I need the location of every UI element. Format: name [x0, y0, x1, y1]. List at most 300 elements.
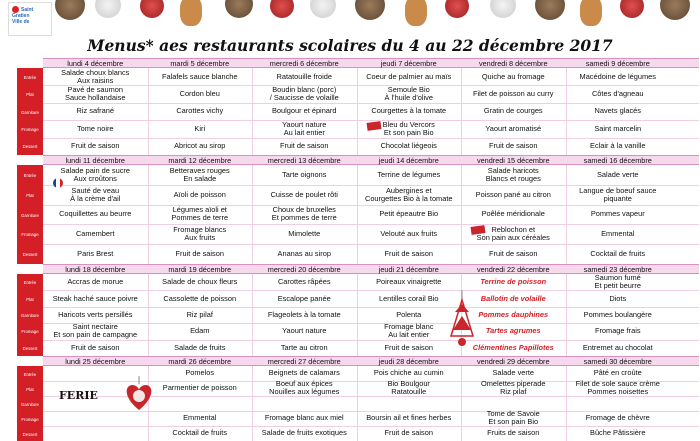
- menu-item-line: Et pommes de terre: [271, 213, 337, 223]
- menu-item: [252, 121, 357, 137]
- menu-item-line: Cassolette de poisson: [163, 293, 237, 303]
- menu-item-line: Bleu du Vercors: [382, 119, 435, 129]
- menu-item: [43, 295, 148, 303]
- menu-item-line: Filet de sole sauce crème: [575, 379, 660, 389]
- menu-item-line: Yaourt aromatisé: [485, 123, 542, 133]
- menu-item-line: Aux raisins: [77, 75, 114, 85]
- week-block: [17, 58, 699, 155]
- menu-item: [148, 369, 253, 377]
- menu-item-line: Salade verte: [492, 368, 534, 378]
- row-label: Fromage: [21, 126, 39, 132]
- menu-item-line: Fruit de saison: [489, 249, 538, 259]
- menu-item: [252, 429, 357, 437]
- day-header: lundi 25 décembre: [65, 357, 126, 366]
- menu-item: [566, 311, 671, 319]
- menu-item: [43, 210, 148, 218]
- menu-item: [566, 90, 671, 98]
- city-logo: [8, 2, 52, 36]
- menu-item: [461, 250, 566, 258]
- row-divider: [43, 426, 699, 427]
- menu-item: [148, 414, 253, 422]
- menu-item-line: / Saucisse de volaille: [269, 93, 339, 103]
- menu-item: [566, 295, 671, 303]
- menu-item-line: Langue de boeuf sauce: [579, 185, 657, 195]
- menu-item-line: Fruit de saison: [489, 141, 538, 151]
- menu-item-line: Beignets de calamars: [268, 368, 340, 378]
- menu-item: [357, 295, 462, 303]
- menu-item-line: Terrine de poisson: [480, 277, 547, 287]
- menu-item: [461, 191, 566, 199]
- menu-item: [357, 73, 462, 81]
- menu-item: [461, 311, 566, 319]
- day-header-row: [43, 356, 699, 366]
- menu-item: [566, 125, 671, 133]
- menu-item-line: Navets glacés: [594, 106, 641, 116]
- menu-item: [252, 250, 357, 258]
- menu-item-line: Cuisse de poulet rôti: [270, 189, 338, 199]
- menu-item-line: Omelettes piperade: [481, 379, 546, 389]
- menu-item-line: Cordon bleu: [179, 89, 220, 99]
- menu-item: [461, 210, 566, 218]
- menu-item: [43, 107, 148, 115]
- day-header: vendredi 8 décembre: [478, 59, 548, 68]
- menu-item: [252, 380, 357, 396]
- menu-item: [357, 369, 462, 377]
- row-label: Garniture: [21, 212, 39, 218]
- menu-item: [461, 410, 566, 426]
- day-header: vendredi 22 décembre: [476, 265, 550, 274]
- pinecone-icon: [225, 0, 253, 18]
- menu-item: [566, 171, 671, 179]
- menu-item-line: Paris Brest: [77, 249, 114, 259]
- menu-item: [461, 380, 566, 396]
- menu-item: [461, 107, 566, 115]
- day-header: jeudi 7 décembre: [380, 59, 437, 68]
- menu-item-line: Et son pain Bio: [383, 127, 434, 137]
- menu-item: [43, 344, 148, 352]
- gingerbread-icon: [580, 0, 602, 26]
- menu-item-line: Betteraves rouges: [169, 165, 230, 175]
- menu-item-line: Entremet au chocolat: [582, 342, 653, 352]
- row-label: Dessert: [22, 252, 38, 258]
- menu-item-line: Ballotin de volaille: [480, 293, 546, 303]
- menu-item: [252, 278, 357, 286]
- menu-item-line: Falafels sauce blanche: [161, 71, 238, 81]
- day-header: jeudi 28 décembre: [378, 357, 439, 366]
- day-header: vendredi 29 décembre: [476, 357, 550, 366]
- day-header: jeudi 14 décembre: [378, 156, 439, 165]
- menu-item: [461, 90, 566, 98]
- menu-item: [566, 380, 671, 396]
- day-header: lundi 11 décembre: [65, 156, 125, 165]
- row-label: Entrée: [23, 280, 37, 286]
- menu-item-line: Coquillettes au beurre: [59, 209, 132, 219]
- menu-item: [252, 295, 357, 303]
- day-header: vendredi 15 décembre: [476, 156, 550, 165]
- menu-item-line: Son pain aux céréales: [476, 233, 550, 243]
- menu-item: [252, 142, 357, 150]
- menu-item-line: Riz safrané: [76, 106, 114, 116]
- decorative-banner: [0, 0, 700, 36]
- menu-item: [43, 125, 148, 133]
- day-header: samedi 9 décembre: [585, 59, 650, 68]
- menu-item: [566, 73, 671, 81]
- menu-item: [252, 171, 357, 179]
- menu-item-line: Saint nectaire: [72, 322, 118, 332]
- row-label: Garniture: [21, 401, 39, 407]
- row-label: Dessert: [22, 431, 38, 437]
- menu-item-line: Fromage blanc: [384, 322, 434, 332]
- menu-item: [148, 191, 253, 199]
- row-label: Plat: [26, 386, 34, 392]
- menu-item-line: Ratatouille: [391, 387, 427, 397]
- menu-item: [566, 327, 671, 335]
- menu-item-line: Aux fruits: [184, 233, 216, 243]
- menu-item-line: Semoule Bio: [387, 85, 430, 94]
- day-header: mardi 19 décembre: [168, 265, 232, 274]
- menu-item: [252, 230, 357, 238]
- row-label-strip: [17, 274, 43, 356]
- snowball-icon: [490, 0, 516, 18]
- row-label: Garniture: [21, 109, 39, 115]
- menu-item-line: Poisson pané au citron: [475, 189, 551, 199]
- pinecone-icon: [660, 0, 690, 20]
- red-bauble-icon: [140, 0, 164, 18]
- menu-item-line: Accras de morue: [67, 277, 124, 287]
- menu-item-line: Choux de bruxelles: [272, 205, 336, 215]
- row-divider: [43, 103, 699, 104]
- menu-item: [148, 327, 253, 335]
- heart-ornament-icon: [120, 376, 158, 414]
- logo-text: Gratien: [12, 13, 30, 19]
- menu-item-line: Salade choux blancs: [61, 67, 130, 77]
- menu-item-line: Et son pain de campagne: [53, 330, 138, 340]
- menu-item-line: Tarte oignons: [282, 169, 327, 179]
- menu-item: [461, 142, 566, 150]
- menu-item: [148, 142, 253, 150]
- day-header: mercredi 20 décembre: [267, 265, 341, 274]
- week-block: [17, 155, 699, 264]
- menu-item-line: Au lait entier: [283, 127, 325, 137]
- menu-item: [461, 167, 566, 183]
- menu-item-line: Mimolette: [288, 229, 321, 239]
- logo-text: Saint: [21, 6, 34, 13]
- menu-item: [461, 125, 566, 133]
- row-label-strip: [17, 366, 43, 441]
- menu-item-line: Diots: [609, 293, 627, 303]
- menu-item: [43, 187, 148, 203]
- menu-item-line: Salade verte: [597, 169, 639, 179]
- red-bauble-icon: [270, 0, 294, 18]
- day-header: samedi 16 décembre: [583, 156, 652, 165]
- logo-text: Ville de: [12, 19, 30, 25]
- row-label-strip: [17, 68, 43, 155]
- menu-item: [357, 142, 462, 150]
- row-label: Fromage: [21, 232, 39, 238]
- menu-item-line: Yaourt nature: [282, 326, 327, 336]
- menu-item: [252, 73, 357, 81]
- menu-item: [357, 250, 462, 258]
- day-header: jeudi 21 décembre: [378, 265, 439, 274]
- menu-item: [148, 90, 253, 98]
- menu-item-line: Et son pain Bio: [488, 417, 539, 427]
- menu-item-line: Pommes de terre: [171, 213, 229, 223]
- menu-item: [43, 230, 148, 238]
- menu-item: [252, 206, 357, 222]
- menu-item-line: Reblochon et: [491, 225, 536, 235]
- france-flag-icon: [53, 178, 63, 188]
- menu-item-line: piquante: [603, 193, 632, 203]
- menu-item-line: Emmental: [183, 413, 217, 423]
- row-divider: [43, 340, 699, 341]
- menu-item-line: Poireaux vinaigrette: [376, 277, 442, 287]
- menu-item-line: Fruit de saison: [175, 249, 224, 259]
- menu-item-line: Boeuf aux épices: [275, 379, 333, 389]
- menu-item: [357, 230, 462, 238]
- menu-item: [148, 311, 253, 319]
- menu-item-line: Quiche au fromage: [481, 71, 545, 81]
- row-label: Entrée: [23, 172, 37, 178]
- menu-item-line: Riz pilaf: [500, 387, 527, 397]
- menu-item-line: Ratatouille froide: [276, 71, 332, 81]
- menu-item-line: Carottes râpées: [277, 277, 331, 287]
- menu-item-line: Gratin de courges: [483, 106, 543, 116]
- day-header-row: [43, 58, 699, 68]
- menu-item-line: Yaourt nature: [282, 119, 327, 129]
- menu-item-line: Pavé de saumon: [67, 85, 123, 94]
- menu-item: [357, 380, 462, 396]
- menu-item-line: Tarte au citron: [280, 342, 328, 352]
- menu-item-line: Haricots verts persillés: [58, 309, 133, 319]
- pinecone-icon: [55, 0, 85, 20]
- menu-item-line: Tome noire: [76, 123, 114, 133]
- menu-item-line: Salade de choux fleurs: [162, 277, 238, 287]
- menu-item-line: Carottes vichy: [176, 106, 224, 116]
- menu-item-line: Boursin ail et fines herbes: [366, 413, 452, 423]
- row-divider: [43, 205, 699, 206]
- red-bauble-icon: [445, 0, 469, 18]
- menu-item: [252, 327, 357, 335]
- menu-item: [252, 344, 357, 352]
- menu-item: [461, 73, 566, 81]
- menu-item-line: À l'huile d'olive: [384, 93, 433, 103]
- menu-item-line: Tome de Savoie: [486, 409, 540, 419]
- day-header: lundi 18 décembre: [65, 265, 126, 274]
- menu-item-line: Tartes agrumes: [485, 326, 541, 336]
- menu-item-line: Fruits de saison: [487, 428, 540, 438]
- menu-item-line: Pommes boulangère: [583, 309, 652, 319]
- menu-item-line: Macédoine de légumes: [579, 71, 656, 81]
- menu-item: [566, 187, 671, 203]
- menu-item: [148, 107, 253, 115]
- menu-item-line: Riz pilaf: [186, 309, 213, 319]
- menu-item: [148, 125, 253, 133]
- menu-item-line: Cocktail de fruits: [172, 428, 228, 438]
- menu-item: [357, 187, 462, 203]
- week-block: [17, 356, 699, 441]
- menu-item: [566, 250, 671, 258]
- row-label: Plat: [26, 296, 34, 302]
- menu-item-line: Clémentines Papillotes: [472, 342, 554, 352]
- menu-item: [252, 107, 357, 115]
- menu-item-line: Aubergines et: [385, 185, 432, 195]
- menu-item-line: Polenta: [396, 309, 422, 319]
- menu-item: [43, 250, 148, 258]
- menu-item: [566, 429, 671, 437]
- menu-item: [566, 142, 671, 150]
- menu-item: [461, 369, 566, 377]
- day-header: lundi 4 décembre: [67, 59, 124, 68]
- menu-item-line: Boudin blanc (porc): [272, 85, 337, 94]
- menu-item-line: À la crème d'ail: [70, 193, 121, 203]
- row-divider: [43, 224, 699, 225]
- menu-item-line: Chocolat liégeois: [380, 141, 437, 151]
- day-header: mardi 5 décembre: [170, 59, 230, 68]
- day-header: mardi 12 décembre: [168, 156, 232, 165]
- menu-item-line: Edam: [190, 326, 210, 336]
- menu-item: [461, 295, 566, 303]
- menu-item: [148, 429, 253, 437]
- row-label: Fromage: [21, 329, 39, 335]
- week-block: [17, 264, 699, 356]
- menu-item-line: Salade de fruits: [174, 342, 226, 352]
- menu-item: [43, 278, 148, 286]
- menu-item-line: Pois chiche au cumin: [373, 368, 444, 378]
- menu-item-line: Fruit de saison: [280, 141, 329, 151]
- menu-item: [357, 323, 462, 339]
- menu-item-line: Fruit de saison: [71, 141, 120, 151]
- row-label: Plat: [26, 192, 34, 198]
- pinecone-icon: [535, 0, 565, 20]
- menu-item: [252, 369, 357, 377]
- day-header: mercredi 27 décembre: [267, 357, 341, 366]
- menu-item: [357, 311, 462, 319]
- menu-item: [148, 206, 253, 222]
- menu-item-line: Fromage frais: [594, 326, 641, 336]
- row-label: Dessert: [22, 345, 38, 351]
- menu-item-line: Salade haricots: [487, 165, 539, 175]
- menu-item-line: Ananas au sirop: [277, 249, 331, 259]
- menu-item-line: Au lait entier: [388, 330, 430, 340]
- menu-item: [43, 86, 148, 102]
- menu-item-line: Fromage blanc aux miel: [264, 413, 344, 423]
- menu-item: [566, 107, 671, 115]
- menu-item-line: Fruit de saison: [384, 342, 433, 352]
- menu-item-line: Pommes dauphines: [478, 309, 549, 319]
- menu-item: [148, 384, 253, 392]
- gingerbread-icon: [405, 0, 427, 26]
- menu-item-line: Cocktail de fruits: [590, 249, 646, 259]
- menu-item: [148, 226, 253, 242]
- row-divider: [43, 290, 699, 291]
- menu-item-line: Aux croûtons: [73, 173, 117, 183]
- menu-item-line: Eclair à la vanille: [590, 141, 646, 151]
- day-header: samedi 30 décembre: [583, 357, 652, 366]
- menu-item-line: Velouté aux fruits: [380, 229, 438, 239]
- menu-item-line: Fruit de saison: [384, 428, 433, 438]
- menu-item: [461, 327, 566, 335]
- menu-item: [357, 171, 462, 179]
- menu-item: [252, 414, 357, 422]
- menu-item-line: Petit épeautre Bio: [379, 209, 439, 219]
- menu-item-line: Poêlée méridionale: [481, 209, 545, 219]
- menu-item: [252, 191, 357, 199]
- menu-item-line: Emmental: [601, 229, 635, 239]
- row-label: Dessert: [22, 144, 38, 150]
- menu-item-line: Escalope panée: [277, 293, 331, 303]
- menu-item-line: Filet de poisson au curry: [472, 89, 554, 99]
- menu-item: [461, 278, 566, 286]
- menu-item: [357, 429, 462, 437]
- menu-item-line: Fruit de saison: [71, 342, 120, 352]
- snowball-icon: [95, 0, 121, 18]
- row-divider: [43, 138, 699, 139]
- menu-item-line: Boulgour et épinard: [271, 106, 337, 116]
- menu-item: [357, 210, 462, 218]
- menu-item-line: Terrine de légumes: [377, 169, 441, 179]
- menu-item: [357, 107, 462, 115]
- menu-item-line: Steak haché sauce poivre: [52, 293, 138, 303]
- row-label-strip: [17, 165, 43, 264]
- menu-item-line: Pomelos: [185, 368, 215, 378]
- menu-item-line: Bûche Pâtissière: [590, 428, 646, 438]
- menu-item-line: Fromage blancs: [173, 225, 227, 235]
- menu-item-line: Et petit beurre: [594, 281, 641, 291]
- menu-item-line: Lentilles corail Bio: [378, 293, 439, 303]
- menu-item-line: Abricot au sirop: [174, 141, 226, 151]
- menu-item: [566, 230, 671, 238]
- menu-item-line: Fruit de saison: [384, 249, 433, 259]
- menu-item-line: Kiri: [194, 123, 206, 133]
- menu-item-line: Nouilles aux légumes: [269, 387, 340, 397]
- menu-item-line: Saint marcelin: [594, 123, 642, 133]
- gingerbread-icon: [180, 0, 202, 26]
- red-bauble-icon: [620, 0, 644, 18]
- pinecone-icon: [355, 0, 385, 20]
- menu-item: [357, 86, 462, 102]
- row-divider: [43, 307, 699, 308]
- menu-item: [148, 295, 253, 303]
- page-title: Menus* aes restaurants scolaires du 4 au 22 décembre 2017: [87, 36, 613, 55]
- menu-item: [566, 344, 671, 352]
- day-header: mercredi 6 décembre: [269, 59, 339, 68]
- row-label: Garniture: [21, 313, 39, 318]
- menu-item: [566, 210, 671, 218]
- menu-item: [148, 250, 253, 258]
- menu-item-line: Sauce hollandaise: [65, 93, 126, 103]
- menu-item-line: Saumon fumé: [594, 273, 641, 283]
- menu-item-line: Coeur de palmier au maïs: [366, 71, 452, 81]
- menu-item: [43, 323, 148, 339]
- menu-item: [148, 344, 253, 352]
- row-label: Entrée: [23, 371, 37, 377]
- menu-item-line: Salade de fruits exotiques: [261, 428, 347, 438]
- menu-item-line: Blancs et rouges: [485, 173, 541, 183]
- menu-item: [566, 369, 671, 377]
- menu-item-line: Flageolets à la tomate: [267, 309, 341, 319]
- day-header-row: [43, 155, 699, 165]
- menu-item-line: Légumes aïoli et: [172, 205, 227, 215]
- row-label: Plat: [26, 92, 34, 98]
- menu-item-line: Pommes vapeur: [590, 209, 645, 219]
- menu-item: [357, 414, 462, 422]
- menu-item-line: Courgettes à la tomate: [371, 106, 447, 116]
- menu-item-line: En salade: [183, 173, 217, 183]
- menu-item: [43, 69, 148, 85]
- menu-item-line: Aïoli de poisson: [173, 189, 226, 199]
- menu-item-line: Salade pain de sucre: [60, 165, 130, 175]
- day-header: mardi 26 décembre: [168, 357, 232, 366]
